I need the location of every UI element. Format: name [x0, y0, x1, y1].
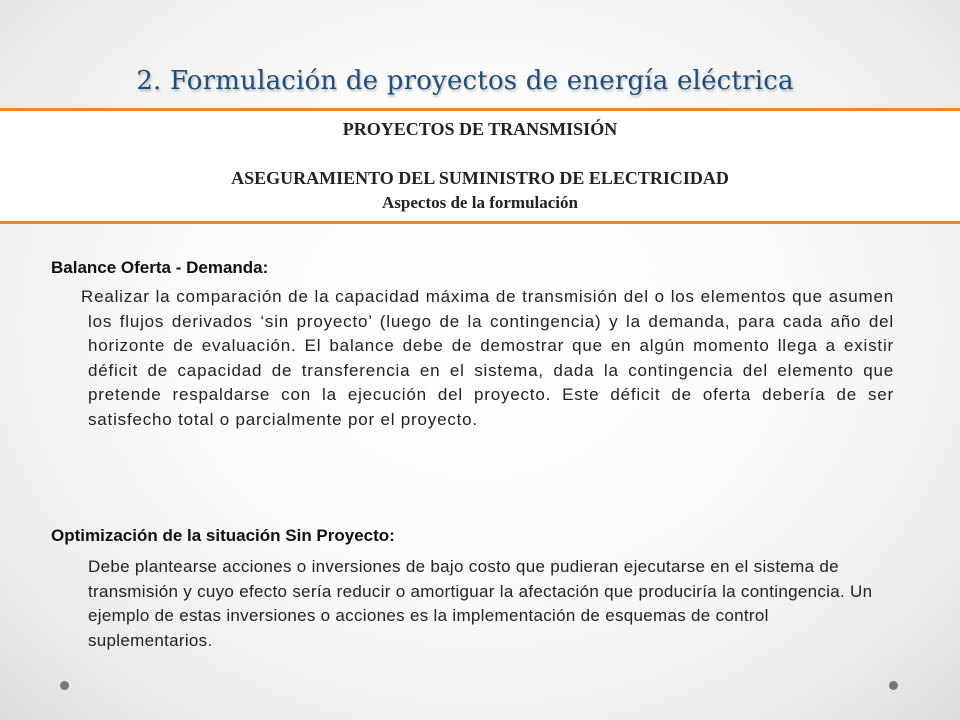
- band-line-aspects: Aspectos de la formulación: [382, 193, 578, 212]
- section-heading-balance: Balance Oferta - Demanda:: [51, 258, 269, 277]
- section-body-optimization: Debe plantearse acciones o inversiones de bajo costo que pudieran ejecutarse en el sistema de transmisión y cuyo efecto sería reducir o amortiguar la afectación que produciría la contingencia. Un ejemplo de estas inversiones o acciones es la implementación de esquemas de control suplementarios.: [88, 557, 873, 650]
- section-body-balance: Realizar la comparación de la capacidad máxima de transmisión del o los elementos que asumen los flujos derivados ‘sin proyecto’ (luego de la contingencia) y la demanda, para cada año del horizonte de evaluación. El balance debe de demostrar que en algún momento llega a existir déficit de capacidad de transferencia en el sistema, dada la contingencia del elemento que pretende respaldarse con la ejecución del proyecto. Este déficit de oferta debería de ser satisfecho total o parcialmente por el proyecto.: [81, 287, 894, 429]
- decorative-dot-left: [60, 681, 69, 690]
- section-heading-optimization: Optimización de la situación Sin Proyecto:: [51, 526, 395, 545]
- subtitle-band: [0, 108, 960, 224]
- band-line-supply: ASEGURAMIENTO DEL SUMINISTRO DE ELECTRICIDAD: [231, 168, 729, 188]
- slide-title: 2. Formulación de proyectos de energía eléctrica: [136, 66, 794, 96]
- decorative-dot-right: [889, 681, 898, 690]
- band-line-transmission: PROYECTOS DE TRANSMISIÓN: [342, 119, 618, 139]
